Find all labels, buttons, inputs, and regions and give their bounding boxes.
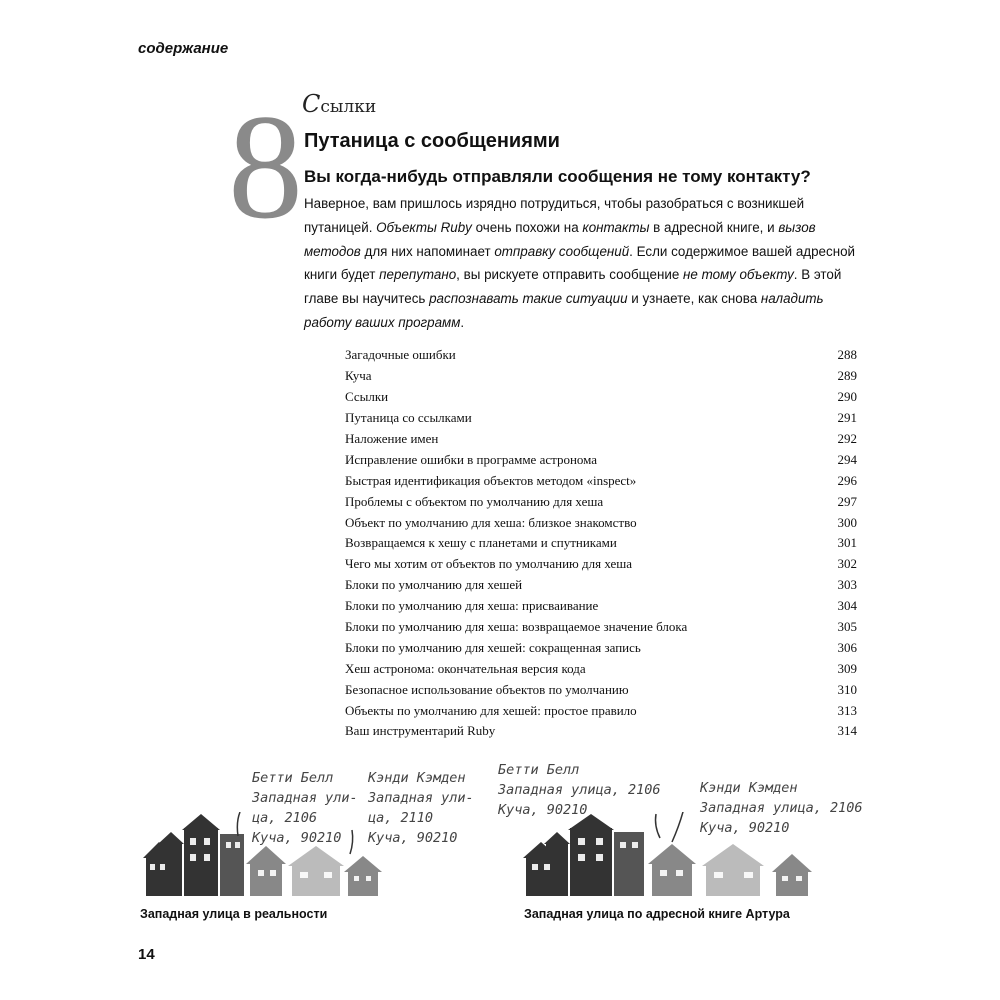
toc-entry-title: Хеш астронома: окончательная версия кода — [345, 660, 586, 676]
toc-entry-title: Чего мы хотим от объектов по умолчанию для хеша — [345, 556, 633, 572]
toc-entry-title: Блоки по умолчанию для хеша: присваивание — [345, 598, 599, 614]
lead-emphasis: отправку сообщений — [494, 243, 630, 259]
toc-entry-page: 288 — [837, 347, 857, 363]
lead-emphasis: наладить работу ваших программ — [304, 291, 824, 330]
arrow-icon — [237, 812, 240, 836]
lead-emphasis: перепутано — [379, 267, 457, 283]
toc-entry[interactable] — [345, 366, 857, 387]
toc-entry-title: Блоки по умолчанию для хешей: сокращенная запись — [345, 639, 641, 655]
house-icon — [344, 856, 382, 896]
toc-entry[interactable] — [345, 637, 857, 658]
toc-entry[interactable] — [345, 679, 857, 700]
toc-entry-page: 301 — [837, 535, 857, 551]
toc-entry-page: 300 — [837, 514, 857, 530]
toc-entry[interactable] — [345, 700, 857, 721]
toc-list — [345, 345, 857, 742]
right-note-candy: Кэнди Кэмден Западная улица, 2106 Куча, 90210 — [700, 780, 863, 836]
toc-entry-title: Безопасное использование объектов по умолчанию — [345, 681, 629, 697]
toc-entry-page: 313 — [837, 702, 857, 718]
lead-emphasis: не тому объекту — [683, 267, 794, 283]
lead-emphasis: Объекты Ruby — [376, 219, 472, 235]
toc-entry[interactable] — [345, 617, 857, 638]
toc-entry-title: Ваш инструментарий Ruby — [345, 723, 496, 739]
lead-text: для них напоминает — [360, 243, 495, 259]
toc-entry[interactable] — [345, 429, 857, 450]
toc-entry-title: Ссылки — [345, 389, 389, 405]
house-icon — [648, 844, 696, 896]
lead-text: , вы рискуете отправить сообщение — [456, 267, 684, 283]
toc-entry[interactable] — [345, 408, 857, 429]
toc-entry-page: 310 — [837, 681, 857, 697]
lead-text: очень похожи на — [471, 219, 583, 235]
toc-entry[interactable] — [345, 449, 857, 470]
house-icon — [220, 834, 244, 896]
toc-entry-title: Блоки по умолчанию для хешей — [345, 577, 523, 593]
house-icon — [246, 846, 286, 896]
toc-entry[interactable] — [345, 658, 857, 679]
chapter-subtitle-cap: С — [302, 90, 321, 118]
toc-entry-page: 292 — [837, 431, 857, 446]
lead-text: . В этой главе вы научитесь — [304, 267, 842, 307]
toc-entry-page: 289 — [837, 368, 857, 384]
house-icon — [772, 854, 812, 896]
toc-entry-page: 302 — [837, 556, 857, 572]
house-icon — [614, 832, 644, 896]
section-label: содержание — [138, 40, 229, 57]
toc-entry-title: Блоки по умолчанию для хеша: возвращаемое значение блока — [345, 619, 688, 635]
toc-entry-title: Наложение имен — [345, 431, 439, 446]
house-icon — [182, 814, 220, 896]
right-note-betty: Бетти Белл Западная улица, 2106 Куча, 90210 — [498, 762, 661, 818]
chapter-number: 8 — [228, 84, 303, 250]
toc-entry-title: Куча — [345, 368, 372, 384]
toc-entry[interactable] — [345, 470, 857, 491]
lead-emphasis: вызов методов — [304, 219, 816, 259]
toc-entry-page: 305 — [837, 619, 857, 635]
lead-text: . Если содержимое вашей адресной книги будет — [304, 243, 856, 283]
toc-entry-title: Исправление ошибки в программе астронома — [345, 451, 598, 467]
toc-entry-page: 294 — [837, 451, 857, 467]
toc-entry[interactable] — [345, 596, 857, 617]
toc-entry-title: Объекты по умолчанию для хешей: простое правило — [345, 702, 637, 718]
lead-text: Наверное, вам пришлось изрядно потрудиться, чтобы разобраться с возникшей путаницей. — [304, 196, 805, 235]
toc-entry[interactable] — [345, 491, 857, 512]
lead-text: . — [460, 314, 465, 330]
chapter-title: Путаница с сообщениями — [304, 130, 560, 152]
toc-entry-title: Путаница со ссылками — [345, 410, 472, 426]
toc-entry-page: 297 — [837, 493, 857, 509]
arrow-icon — [672, 812, 684, 842]
lead-paragraph — [304, 192, 864, 335]
toc-entry-page: 304 — [837, 598, 857, 614]
lead-question: Вы когда-нибудь отправляли сообщения не тому контакту? — [304, 167, 811, 186]
toc-entry[interactable] — [345, 512, 857, 533]
toc-entry-page: 303 — [837, 577, 857, 593]
toc-entry-page: 306 — [837, 639, 857, 655]
lead-text: в адресной книге, и — [649, 219, 779, 235]
toc-entry-title: Проблемы с объектом по умолчанию для хеша — [345, 493, 604, 509]
toc-entry[interactable] — [345, 533, 857, 554]
toc-entry-title: Загадочные ошибки — [345, 347, 456, 363]
toc-entry-title: Быстрая идентификация объектов методом «inspect» — [345, 472, 637, 488]
toc-entry-page: 296 — [837, 472, 857, 488]
house-icon — [702, 844, 764, 896]
left-caption: Западная улица в реальности — [140, 907, 328, 921]
house-icon — [568, 814, 614, 896]
toc-entry-page: 290 — [837, 389, 857, 405]
toc-entry-title: Объект по умолчанию для хеша: близкое знакомство — [345, 514, 637, 530]
toc-entry[interactable] — [345, 554, 857, 575]
right-caption: Западная улица по адресной книге Артура — [524, 907, 790, 921]
toc-entry[interactable] — [345, 721, 857, 742]
lead-text: и узнаете, как снова — [627, 291, 761, 307]
toc-entry[interactable] — [345, 575, 857, 596]
toc-entry[interactable] — [345, 345, 857, 366]
lead-emphasis: контакты — [582, 219, 650, 235]
chapter-subtitle — [302, 90, 376, 118]
chapter-subtitle-rest: сылки — [320, 97, 377, 117]
toc-entry[interactable] — [345, 387, 857, 408]
lead-emphasis: распознавать такие ситуации — [429, 291, 628, 307]
toc-entry-page: 309 — [837, 660, 857, 676]
toc-entry-page: 291 — [837, 410, 857, 426]
left-note-betty: Бетти Белл Западная ули- ца, 2106 Куча, 90210 — [252, 770, 358, 846]
house-icon — [288, 846, 344, 896]
toc-entry-page: 314 — [837, 723, 857, 739]
toc-entry-title: Возвращаемся к хешу с планетами и спутниками — [345, 535, 617, 551]
page-number: 14 — [138, 946, 155, 963]
left-note-candy: Кэнди Кэмден Западная ули- ца, 2110 Куча, 90210 — [368, 770, 474, 846]
